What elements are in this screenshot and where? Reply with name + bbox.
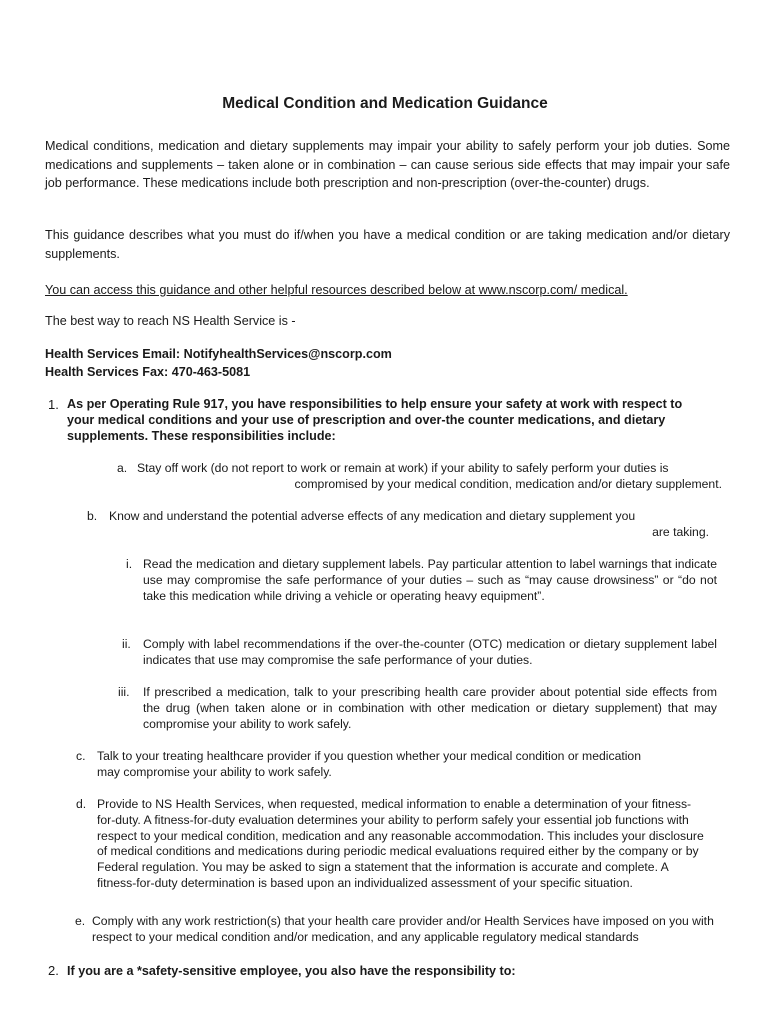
best-way-text: The best way to reach NS Health Service is - <box>45 314 296 328</box>
item-i-label: i. <box>126 557 133 571</box>
item-e-text: Comply with any work restriction(s) that your health care provider and/or Health Services have imposed on you with respect to your medical condition and/or medication, and any applicable regulatory medical standards <box>92 914 714 944</box>
email-line: Health Services Email: NotifyhealthServices@nscorp.com <box>45 347 392 361</box>
access-link-text[interactable]: You can access this guidance and other helpful resources described below at www.nscorp.com/ medical. <box>45 283 628 297</box>
item-d-text: Provide to NS Health Services, when requested, medical information to enable a determination of your fitness-for-duty. A fitness-for-duty evaluation determines your ability to perform safely your essential job functions with respect to your medical condition, medication and any reasonable accommodation. This includes your disclosure of medical conditions and medications during periodic medical evaluations required either by the company or by Federal regulation. You may be asked to sign a statement that the information is accurate and complete. A fitness-for-duty determination is based upon an individualized assessment of your specific situation. <box>97 797 704 890</box>
item-1-number: 1. <box>48 397 59 412</box>
item-iii-label: iii. <box>118 685 130 699</box>
item-ii-label: ii. <box>122 637 131 651</box>
item-b-line2: are taking. <box>652 525 709 539</box>
fax-line: Health Services Fax: 470-463-5081 <box>45 365 251 379</box>
item-e-label: e. <box>75 914 86 928</box>
item-iii-text: If prescribed a medication, talk to your prescribing health care provider about potential side effects from the drug (when taken alone or in combination with other medication or dietary supplement) that may compromise your ability to work safely. <box>143 685 717 731</box>
item-a-label: a. <box>117 461 128 475</box>
item-2-number: 2. <box>48 963 59 978</box>
item-c-label: c. <box>76 749 86 763</box>
page-title: Medical Condition and Medication Guidance <box>222 95 548 112</box>
item-b-label: b. <box>87 509 98 523</box>
item-d-label: d. <box>76 797 87 811</box>
item-a-line1: Stay off work (do not report to work or remain at work) if your ability to safely perform your duties is <box>137 461 669 475</box>
item-a-line2: compromised by your medical condition, medication and/or dietary supplement. <box>294 477 722 491</box>
item-ii-text: Comply with label recommendations if the over-the-counter (OTC) medication or dietary supplement label indicates that use may compromise the safe performance of your duties. <box>143 637 717 667</box>
guidance-paragraph: This guidance describes what you must do if/when you have a medical condition or are taking medication and/or dietary supplements. <box>45 228 730 261</box>
item-c-text: Talk to your treating healthcare provider if you question whether your medical condition or medication may compromise your ability to work safely. <box>97 749 641 779</box>
item-1-text: As per Operating Rule 917, you have responsibilities to help ensure your safety at work with respect to your medical conditions and your use of prescription and over-the counter medications, and dietary supplements. These responsibilities include: <box>67 397 683 444</box>
item-i-text: Read the medication and dietary supplement labels. Pay particular attention to label warnings that indicate use may compromise the safe performance of your duties – such as “may cause drowsiness” or “do not take this medication while driving a vehicle or operating heavy equipment”. <box>143 557 717 603</box>
item-b-line1: Know and understand the potential adverse effects of any medication and dietary supplement you <box>109 509 636 523</box>
item-2-text: If you are a *safety-sensitive employee, you also have the responsibility to: <box>67 964 516 978</box>
intro-paragraph: Medical conditions, medication and dietary supplements may impair your ability to safely perform your job duties. Some medications and supplements – taken alone or in combination – can cause serious side effects that may impair your safe job performance. These medications include both prescription and non-prescription (over-the-counter) drugs. <box>45 139 730 190</box>
